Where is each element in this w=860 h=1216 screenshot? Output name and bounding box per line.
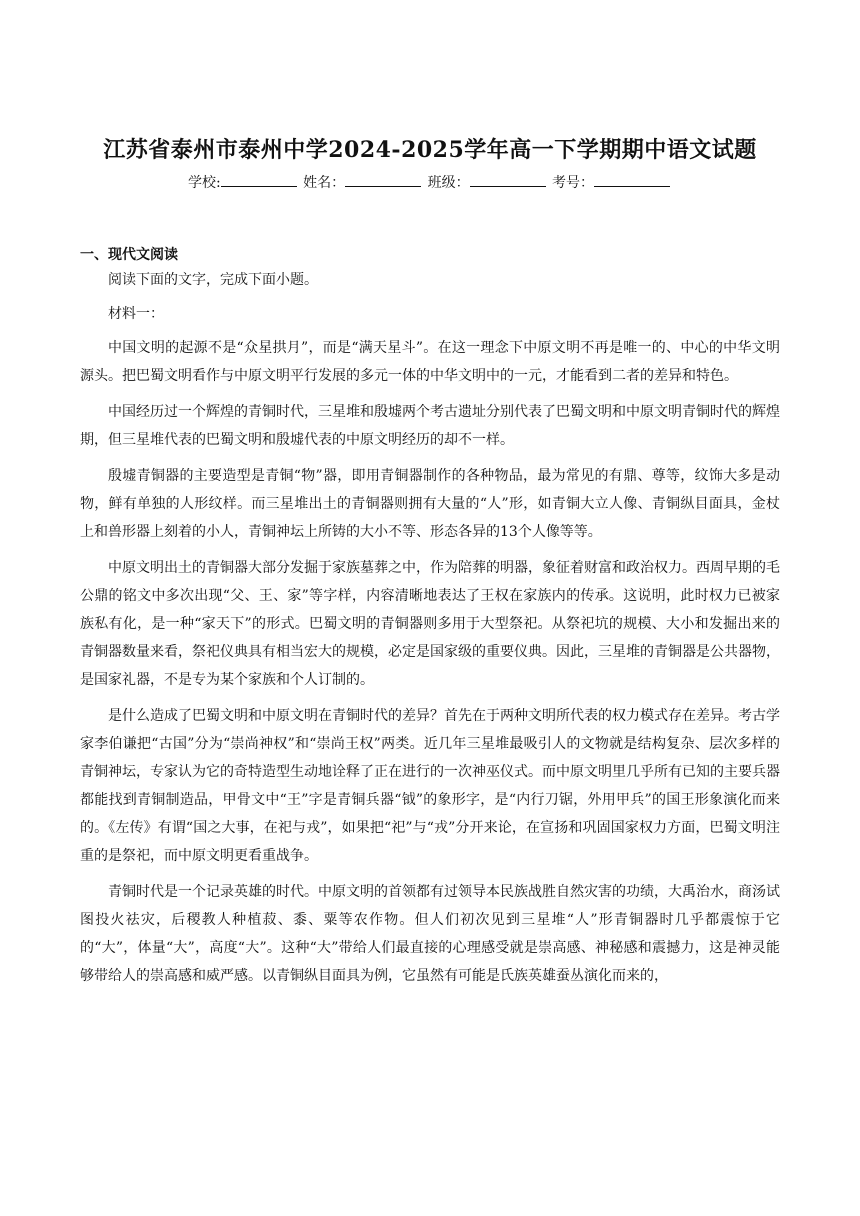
paragraph: 中国经历过一个辉煌的青铜时代，三星堆和殷墟两个考古遗址分别代表了巴蜀文明和中原文明青铜时代的辉煌期，但三星堆代表的巴蜀文明和殷墟代表的中原文明经历的却不一样。 (80, 404, 780, 448)
reading-passage (80, 266, 780, 998)
name-label: 姓名： (303, 175, 346, 191)
paragraph: 是什么造成了巴蜀文明和中原文明在青铜时代的差异？首先在于两种文明所代表的权力模式存在差异。考古学家李伯谦把“古国”分为“崇尚神权”和“崇尚王权”两类。近几年三星堆最吸引人的文物就是结构复杂、层次多样的青铜神坛，专家认为它的奇特造型生动地诠释了正在进行的一次神巫仪式。而中原文明里几乎所有已知的主要兵器都能找到青铜制造品，甲骨文中“王”字是青铜兵器“钺”的象形字，是“内行刀锯，外用甲兵”的国王形象演化而来的。《左传》有谓“国之大事，在祀与戎”，如果把“祀”与“戎”分开来论，在宣扬和巩固国家权力方面，巴蜀文明注重的是祭祀，而中原文明更看重战争。 (80, 708, 780, 864)
material-label: 材料一： (108, 306, 164, 322)
paragraph: 青铜时代是一个记录英雄的时代。中原文明的首领都有过领导本民族战胜自然灾害的功绩，大禹治水，商汤试图投火祛灾，后稷教人种植菽、黍、粟等农作物。但人们初次见到三星堆“人”形青铜器时几乎都震惊于它的“大”，体量“大”，高度“大”。这种“大”带给人们最直接的心理感受就是崇高感、神秘感和震撼力，这是神灵能够带给人的崇高感和威严感。以青铜纵目面具为例，它虽然有可能是氏族英雄蚕丛演化而来的， (80, 884, 780, 984)
class-label: 班级： (427, 175, 470, 191)
name-blank (345, 174, 421, 187)
class-blank (470, 174, 546, 187)
page-title: 江苏省泰州市泰州中学2024-2025学年高一下学期期中语文试题 (103, 137, 757, 163)
school-label: 学校: (187, 175, 221, 191)
paragraph: 殷墟青铜器的主要造型是青铜“物”器，即用青铜器制作的各种物品，最为常见的有鼎、尊等，纹饰大多是动物，鲜有单独的人形纹样。而三星堆出土的青铜器则拥有大量的“人”形，如青铜大立人像、青铜纵目面具，金杖上和兽形器上刻着的小人，青铜神坛上所铸的大小不等、形态各异的13个人像等等。 (80, 468, 780, 540)
section-heading: 一、现代文阅读 (80, 247, 178, 263)
school-blank (221, 174, 297, 187)
instruction-text: 阅读下面的文字，完成下面小题。 (108, 272, 318, 288)
exam-number-blank (594, 174, 670, 187)
student-info-line (0, 172, 860, 192)
paragraph: 中国文明的起源不是“众星拱月”，而是“满天星斗”。在这一理念下中原文明不再是唯一的、中心的中华文明源头。把巴蜀文明看作与中原文明平行发展的多元一体的中华文明中的一元，才能看到二者的差异和特色。 (80, 340, 780, 384)
exam-number-label: 考号： (552, 175, 595, 191)
paragraph: 中原文明出土的青铜器大部分发掘于家族墓葬之中，作为陪葬的明器，象征着财富和政治权力。西周早期的毛公鼎的铭文中多次出现“父、王、家”等字样，内容清晰地表达了王权在家族内的传承。这说明，此时权力已被家族私有化，是一种“家天下”的形式。巴蜀文明的青铜器则多用于大型祭祀。从祭祀坑的规模、大小和发掘出来的青铜器数量来看，祭祀仪典具有相当宏大的规模，必定是国家级的重要仪典。因此，三星堆的青铜器是公共器物，是国家礼器，不是专为某个家族和个人订制的。 (80, 560, 780, 688)
